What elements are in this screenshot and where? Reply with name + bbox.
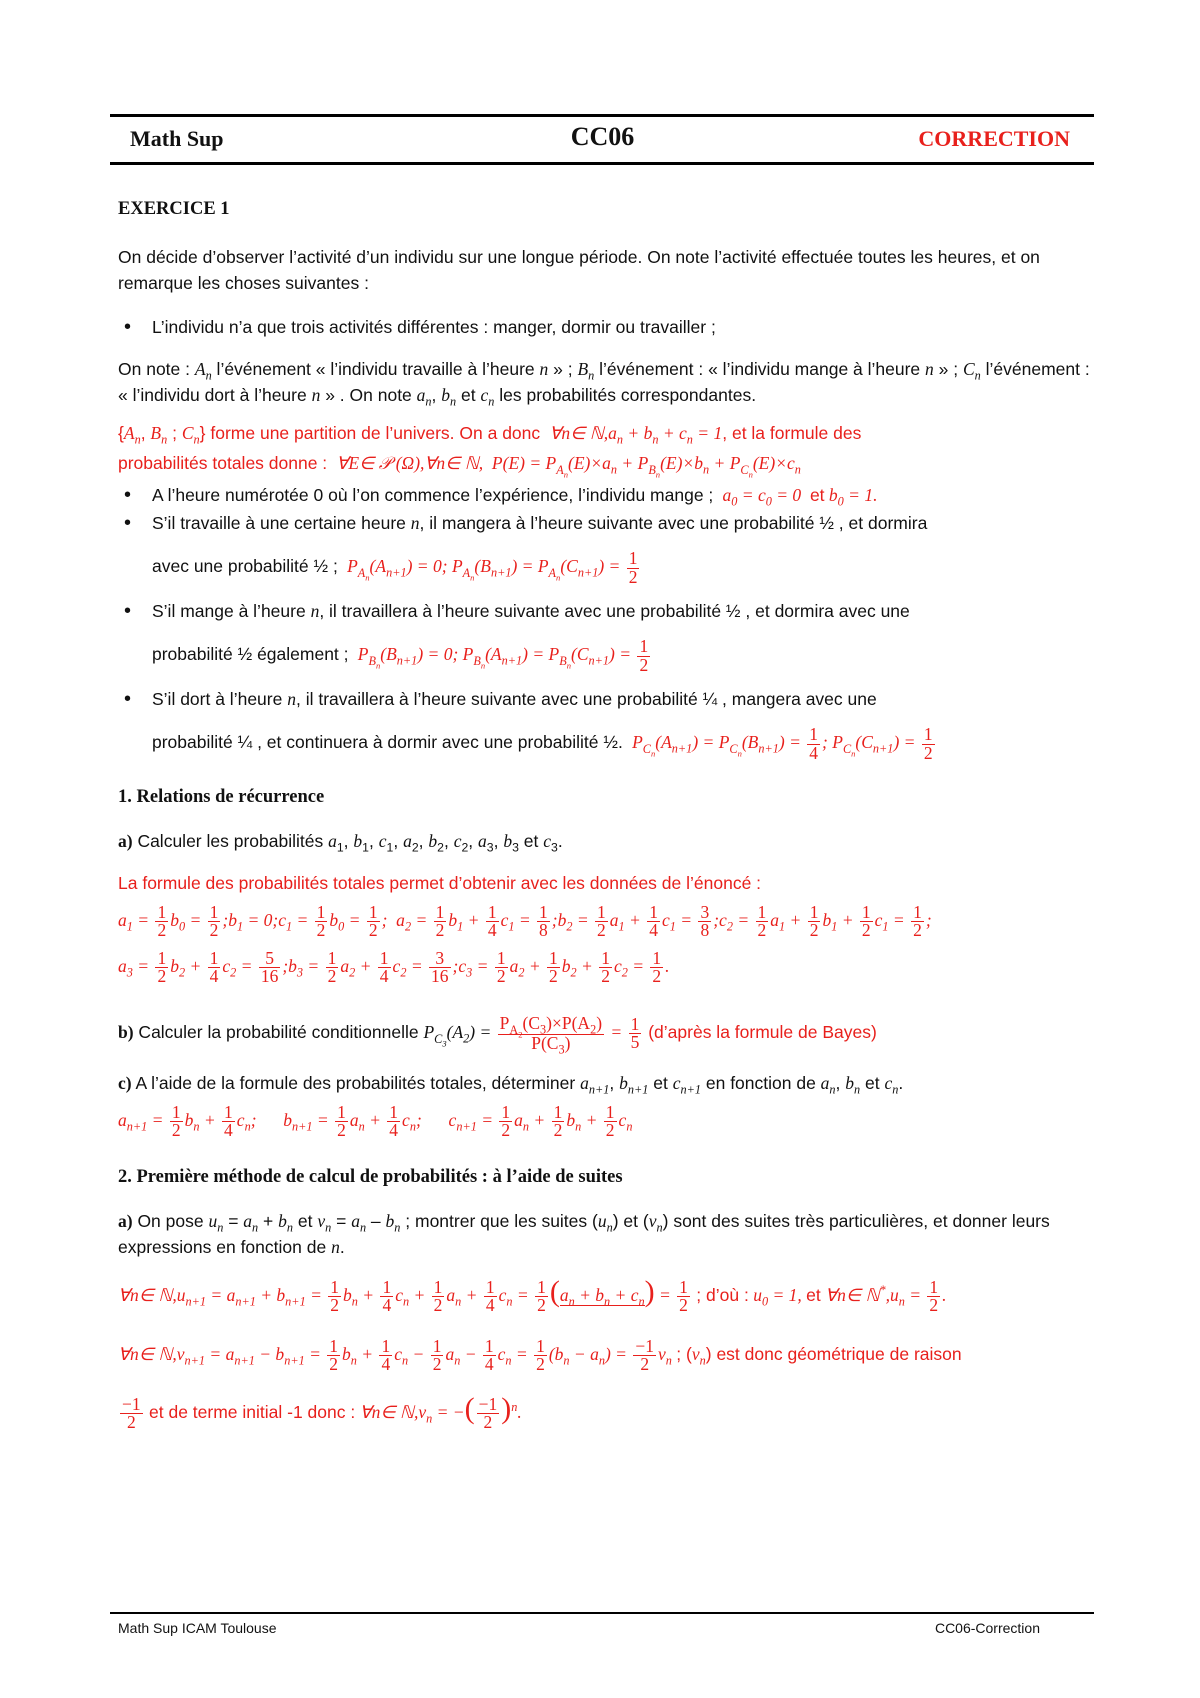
section-2-title: 2. Première méthode de calcul de probabilités : à l’aide de suites	[118, 1167, 623, 1187]
answer-1c: $a_{n+1}$ = $\frac{1}{2}$ $b_n$ + $\frac{1}{4}$ $c_n$; $b_{n+1}$ = $\frac{1}{2}$ $a_n$ + $\frac{1}{4}$ $c_n$; $c_{n+1}$ = $\frac{1}{2}$ $a_n$ + $\frac{1}{2}$ $b_n$ + $\frac{1}{2}$ $c_n$	[118, 1101, 633, 1141]
question-1c: c) A l’aide de la formule des probabilités totales, déterminer $a_{n+1}$, $b_{n+1}$ et $c_{n+1}$ en fonction de $a_n$, $b_n$ et $c_n$.	[118, 1073, 904, 1097]
answer-1a-line2: $a_3$ = $\frac{1}{2}$ $b_2$ + $\frac{1}{4}$ $c_2$ = $\frac{5}{16}$ $;b_3$ = $\frac{1}{2}$ $a_2$ + $\frac{1}{4}$ $c_2$ = $\frac{3}{16}$ $;c_3$ = $\frac{1}{2}$ $a_2$ + $\frac{1}{2}$ $b_2$ + $\frac{1}{2}$ $c_2$ = $\frac{1}{2}$ .	[118, 947, 670, 987]
page-header	[125, 120, 1080, 160]
header-course: Math Sup	[130, 126, 224, 151]
answer-2a-vn: ∀n∈ $ℕ,v_{n+1} = a_{n+1} - b_{n+1}$ = $\frac{1}{2}$ $b_n$ + $\frac{1}{4}$ $c_n$ − $\frac{1}{2}$ $a_n$ − $\frac{1}{4}$ $c_n$ = $\frac{1}{2}$ $(b_n - a_n)$ = $\frac{-1}{2}$ $v_n$ ; $(v_n)$ est donc géométrique de raison	[118, 1335, 962, 1375]
header-top-rule	[110, 114, 1094, 117]
section-1-title: 1. Relations de récurrence	[118, 787, 325, 807]
intro-paragraph: On décide d’observer l’activité d’un individu sur une longue période. On note l’activité effectuée toutes les heures, et on remarque les choses suivantes :	[118, 247, 1040, 293]
footer-rule	[110, 1612, 1094, 1614]
exercise-title: EXERCICE 1	[118, 199, 230, 219]
header-bottom-rule	[110, 162, 1094, 165]
answer-2a-vn-conclusion: $\frac{-1}{2}$ et de terme initial -1 donc : ∀n∈ $ℕ,v_n$ = −( $\frac{-1}{2}$ )$^n$.	[122, 1392, 522, 1433]
bullet-sleeps: • S’il dort à l’heure n, il travaillera à l’heure suivante avec une probabilité ¼ , mangera avec une probabilité ¼ , et continuera à dormir avec une probabilité ½. $P_{C_n}(A_{n+1}) = P_{C_n}(B_{n+1})$ = $\frac{1}{4}$ ; $P_{C_n}(C_{n+1})$ = $\frac{1}{2}$	[118, 686, 1093, 762]
transition-bullets	[118, 482, 1093, 762]
footer-right: CC06-Correction	[934, 1620, 1040, 1636]
notation-paragraph: On note : $A_n$ l’événement « l’individu travaille à l’heure n » ; $B_n$ l’événement : « l’individu mange à l’heure n » ; $C_n$ l’événement : « l’individu dort à l’heure n » . On note $a_n$, $b_n$ et $c_n$ les probabilités correspondantes.	[118, 359, 1090, 409]
document-body	[118, 196, 1093, 1440]
header-correction-label: CORRECTION	[918, 126, 1070, 151]
question-1b: b) Calculer la probabilité conditionnelle $P_{C_3}(A_2)$ = $\frac{P_{A_2}(C_3)\times P(A_2)}{P(C_3)}$ = $\frac{1}{5}$ (d’après la formule de Bayes)	[118, 1013, 877, 1057]
bullet-works: • S’il travaille à une certaine heure n, il mangera à l’heure suivante avec une probabilité ½ , et dormira avec une probabilité ½ ; $P_{A_n}(A_{n+1}) = 0$; $P_{A_n}(B_{n+1}) = P_{A_n}(C_{n+1})$ = $\frac{1}{2}$	[118, 510, 1093, 586]
partition-line: {$A_n$, $B_n$ ; $C_n$} forme une partition de l’univers. On a donc ∀n∈ $ℕ,a_n + b_n + c_n = 1$, et la formule des	[118, 423, 862, 447]
answer-1a-intro: La formule des probabilités totales permet d’obtenir avec les données de l’énoncé :	[118, 873, 762, 893]
bullet-eats: • S’il mange à l’heure n, il travaillera à l’heure suivante avec une probabilité ½ , et dormira avec une probabilité ½ également ; $P_{B_n}(B_{n+1}) = 0$; $P_{B_n}(A_{n+1}) = P_{B_n}(C_{n+1})$ = $\frac{1}{2}$	[118, 598, 1093, 674]
question-1a: a) Calculer les probabilités $a_1$, $b_1$, $c_1$, $a_2$, $b_2$, $c_2$, $a_3$, $b_3$ et $c_3$.	[118, 831, 563, 855]
bullet-activities: • L’individu n’a que trois activités différentes : manger, dormir ou travailler ;	[118, 314, 1093, 340]
header-title: CC06	[570, 122, 635, 151]
total-probability-line: probabilités totales donne : ∀E∈ 𝒫 (Ω),∀n∈ ℕ, $P(E) = P_{A_n}(E)\times a_n + P_{B_n}(E)\times b_n + P_{C_n}(E)\times c_n$	[118, 453, 801, 479]
footer-left: Math Sup ICAM Toulouse	[118, 1620, 277, 1636]
question-2a: a) On pose $u_n = a_n + b_n$ et $v_n = a_n - b_n$ ; montrer que les suites $(u_n)$ et $(v_n)$ sont des suites très particulières, et donner leurs expressions en fonction de n.	[118, 1211, 1050, 1257]
bullet-initial-state: • A l’heure numérotée 0 où l’on commence l’expérience, l’individu mange ; $a_0 = c_0 = 0$ et $b_0 = 1$.	[118, 482, 1093, 508]
answer-1a-line1: $a_1$ = $\frac{1}{2}$ $b_0$ = $\frac{1}{2}$ $;b_1$ = $0;c_1$ = $\frac{1}{2}$ $b_0$ = $\frac{1}{2}$ ; $a_2$ = $\frac{1}{2}$ $b_1$ + $\frac{1}{4}$ $c_1$ = $\frac{1}{8}$ $;b_2$ = $\frac{1}{2}$ $a_1$ + $\frac{1}{4}$ $c_1$ = $\frac{3}{8}$ $;c_2$ = $\frac{1}{2}$ $a_1$ + $\frac{1}{2}$ $b_1$ + $\frac{1}{2}$ $c_1$ = $\frac{1}{2}$ ;	[118, 901, 932, 941]
activity-bullets	[118, 314, 1093, 340]
answer-2a-un: ∀n∈ $ℕ,u_{n+1} = a_{n+1} + b_{n+1}$ = $\frac{1}{2}$ $b_n$ + $\frac{1}{4}$ $c_n$ + $\frac{1}{2}$ $a_n$ + $\frac{1}{4}$ $c_n$ = $\frac{1}{2}$ $(a_n + b_n + c_n)$ = $\frac{1}{2}$ ; d’où : $u_0 = 1$, et ∀n∈ $ℕ^*,u_n$ = $\frac{1}{2}$ .	[118, 1275, 947, 1316]
